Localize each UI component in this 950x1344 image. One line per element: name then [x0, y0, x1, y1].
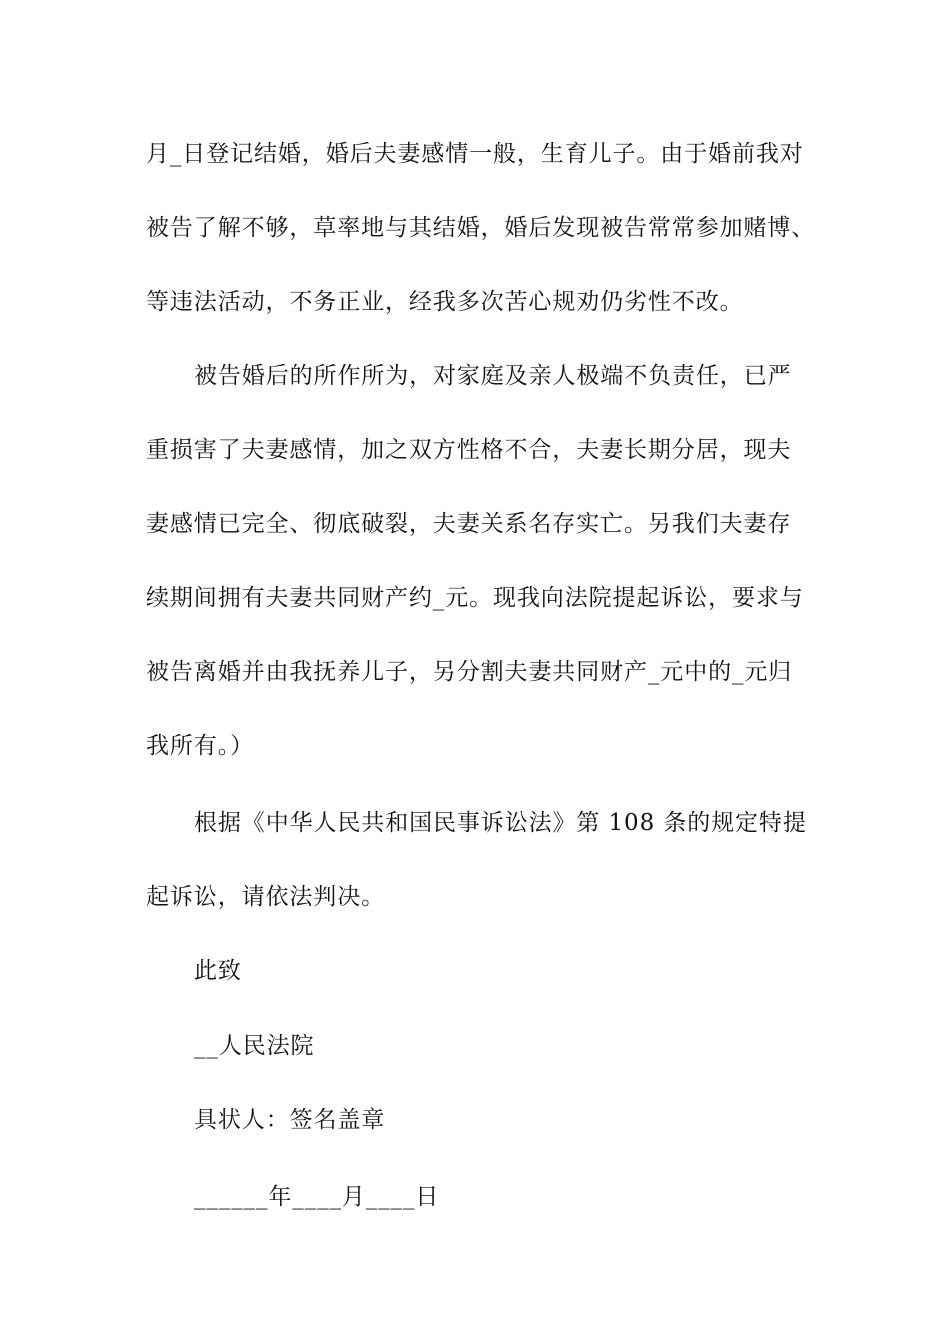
signature-line: 具状人：签名盖章 — [194, 1107, 386, 1133]
text-line: 被告离婚并由我抚养儿子，另分割夫妻共同财产_元中的_元归 — [146, 659, 793, 685]
text-line: 重损害了夫妻感情，加之双方性格不合，夫妻长期分居，现夫 — [146, 437, 792, 463]
paragraph-start-line: 被告婚后的所作所为，对家庭及亲人极端不负责任，已严 — [194, 363, 792, 389]
date-line: ______年____月____日 — [194, 1184, 440, 1210]
paragraph-start-line: 根据《中华人民共和国民事诉讼法》第 108 条的规定特提 — [194, 810, 807, 836]
text-line: 月_日登记结婚，婚后夫妻感情一般，生育儿子。由于婚前我对 — [146, 141, 804, 167]
salutation-line: 此致 — [194, 958, 242, 984]
text-line: 我所有。） — [146, 733, 254, 759]
text-line: 被告了解不够，草率地与其结婚，婚后发现被告常常参加赌博、 — [146, 215, 816, 241]
text-line: 起诉讼，请依法判决。 — [146, 884, 385, 910]
text-line: 续期间拥有夫妻共同财产约_元。现我向法院提起诉讼，要求与 — [146, 585, 804, 611]
text-line: 妻感情已完全、彻底破裂，夫妻关系名存实亡。另我们夫妻存 — [146, 511, 792, 537]
text-line: 等违法活动，不务正业，经我多次苦心规劝仍劣性不改。 — [146, 289, 744, 315]
court-name-line: __人民法院 — [194, 1033, 315, 1059]
